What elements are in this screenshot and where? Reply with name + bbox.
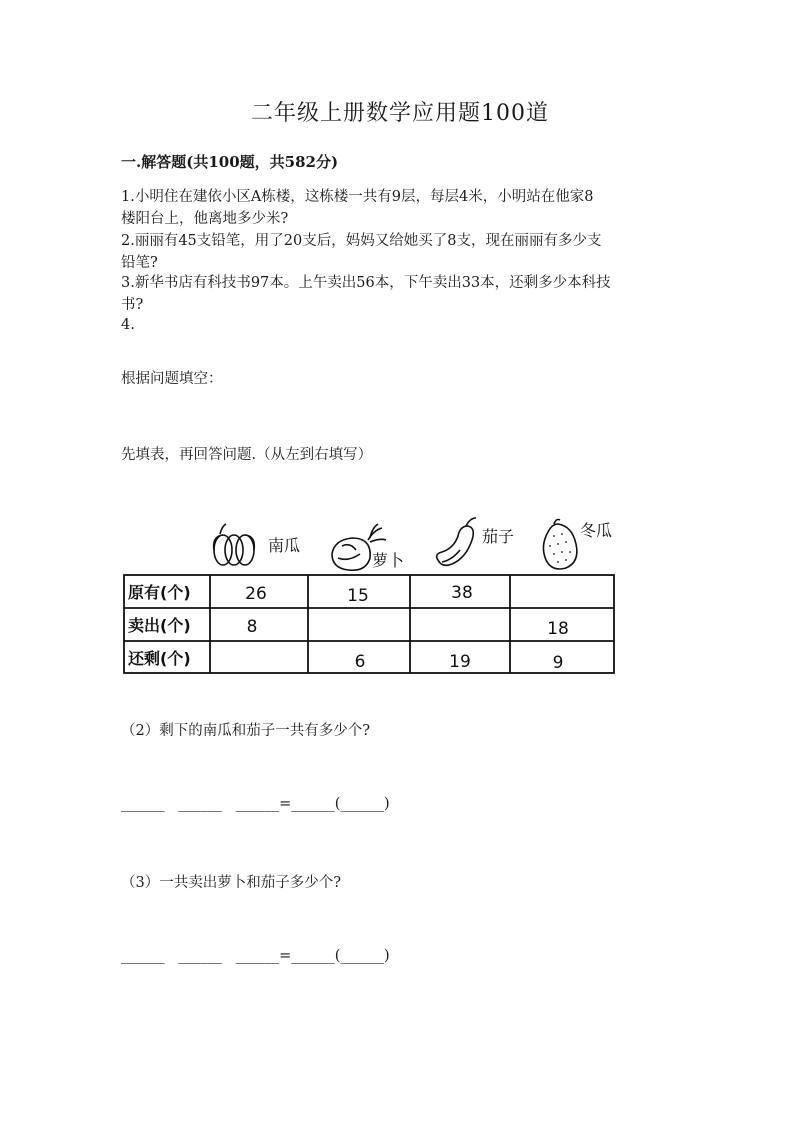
section-heading: 一.解答题(共100题，共582分) bbox=[121, 153, 339, 171]
question-2-line-2: 铅笔? bbox=[121, 255, 158, 271]
answer-line-3[interactable]: ______ ______ ______=______(______) bbox=[121, 948, 390, 964]
question-3 bbox=[121, 272, 691, 316]
veg-label-pumpkin: 南瓜 bbox=[268, 536, 301, 555]
cell-original-radish: 15 bbox=[347, 586, 369, 606]
question-2 bbox=[121, 230, 691, 274]
page-title: 二年级上册数学应用题100道 bbox=[251, 101, 549, 126]
cell-sold-pumpkin: 8 bbox=[246, 617, 258, 637]
answer-line-2[interactable]: ______ ______ ______=______(______) bbox=[121, 796, 390, 812]
question-4-number: 4. bbox=[121, 317, 135, 333]
question-1-line-2: 楼阳台上，他离地多少米? bbox=[121, 211, 289, 227]
veg-label-radish: 萝卜 bbox=[372, 551, 405, 570]
cell-remaining-eggplant: 19 bbox=[449, 652, 471, 672]
veg-label-wax-gourd: 冬瓜 bbox=[580, 521, 613, 540]
vegetable-table-svg bbox=[120, 514, 620, 680]
row-label-remaining: 还剩(个) bbox=[128, 649, 191, 668]
cell-original-eggplant: 38 bbox=[451, 583, 473, 603]
question-3-line-2: 书? bbox=[121, 297, 144, 313]
veg-label-eggplant: 茄子 bbox=[482, 527, 515, 546]
row-label-sold: 卖出(个) bbox=[128, 616, 191, 635]
instruction-table: 先填表，再回答问题.（从左到右填写） bbox=[121, 447, 373, 463]
cell-remaining-radish: 6 bbox=[354, 652, 366, 672]
vegetable-table-figure bbox=[120, 514, 620, 680]
sub-question-2: （2）剩下的南瓜和茄子一共有多少个? bbox=[121, 723, 370, 739]
wax-gourd-icon bbox=[543, 520, 576, 570]
wax-gourd-dots bbox=[549, 533, 571, 563]
question-1 bbox=[121, 186, 691, 230]
question-3-line-1: 3.新华书店有科技书97本。上午卖出56本，下午卖出33本，还剩多少本科技 bbox=[121, 275, 611, 291]
sub-question-3: （3）一共卖出萝卜和茄子多少个? bbox=[121, 875, 341, 891]
instruction-fill: 根据问题填空： bbox=[121, 371, 223, 387]
eggplant-icon bbox=[437, 518, 476, 565]
table-grid bbox=[124, 575, 614, 673]
question-1-line-1: 1.小明住在建依小区A栋楼，这栋楼一共有9层，每层4米，小明站在他家8 bbox=[121, 189, 594, 205]
cell-remaining-wax-gourd: 9 bbox=[552, 653, 564, 673]
cell-original-pumpkin: 26 bbox=[245, 584, 267, 604]
cell-sold-wax-gourd: 18 bbox=[547, 619, 569, 639]
question-2-line-1: 2.丽丽有45支铅笔，用了20支后，妈妈又给她买了8支，现在丽丽有多少支 bbox=[121, 233, 602, 249]
row-label-original: 原有(个) bbox=[128, 583, 191, 602]
pumpkin-icon bbox=[214, 524, 255, 565]
